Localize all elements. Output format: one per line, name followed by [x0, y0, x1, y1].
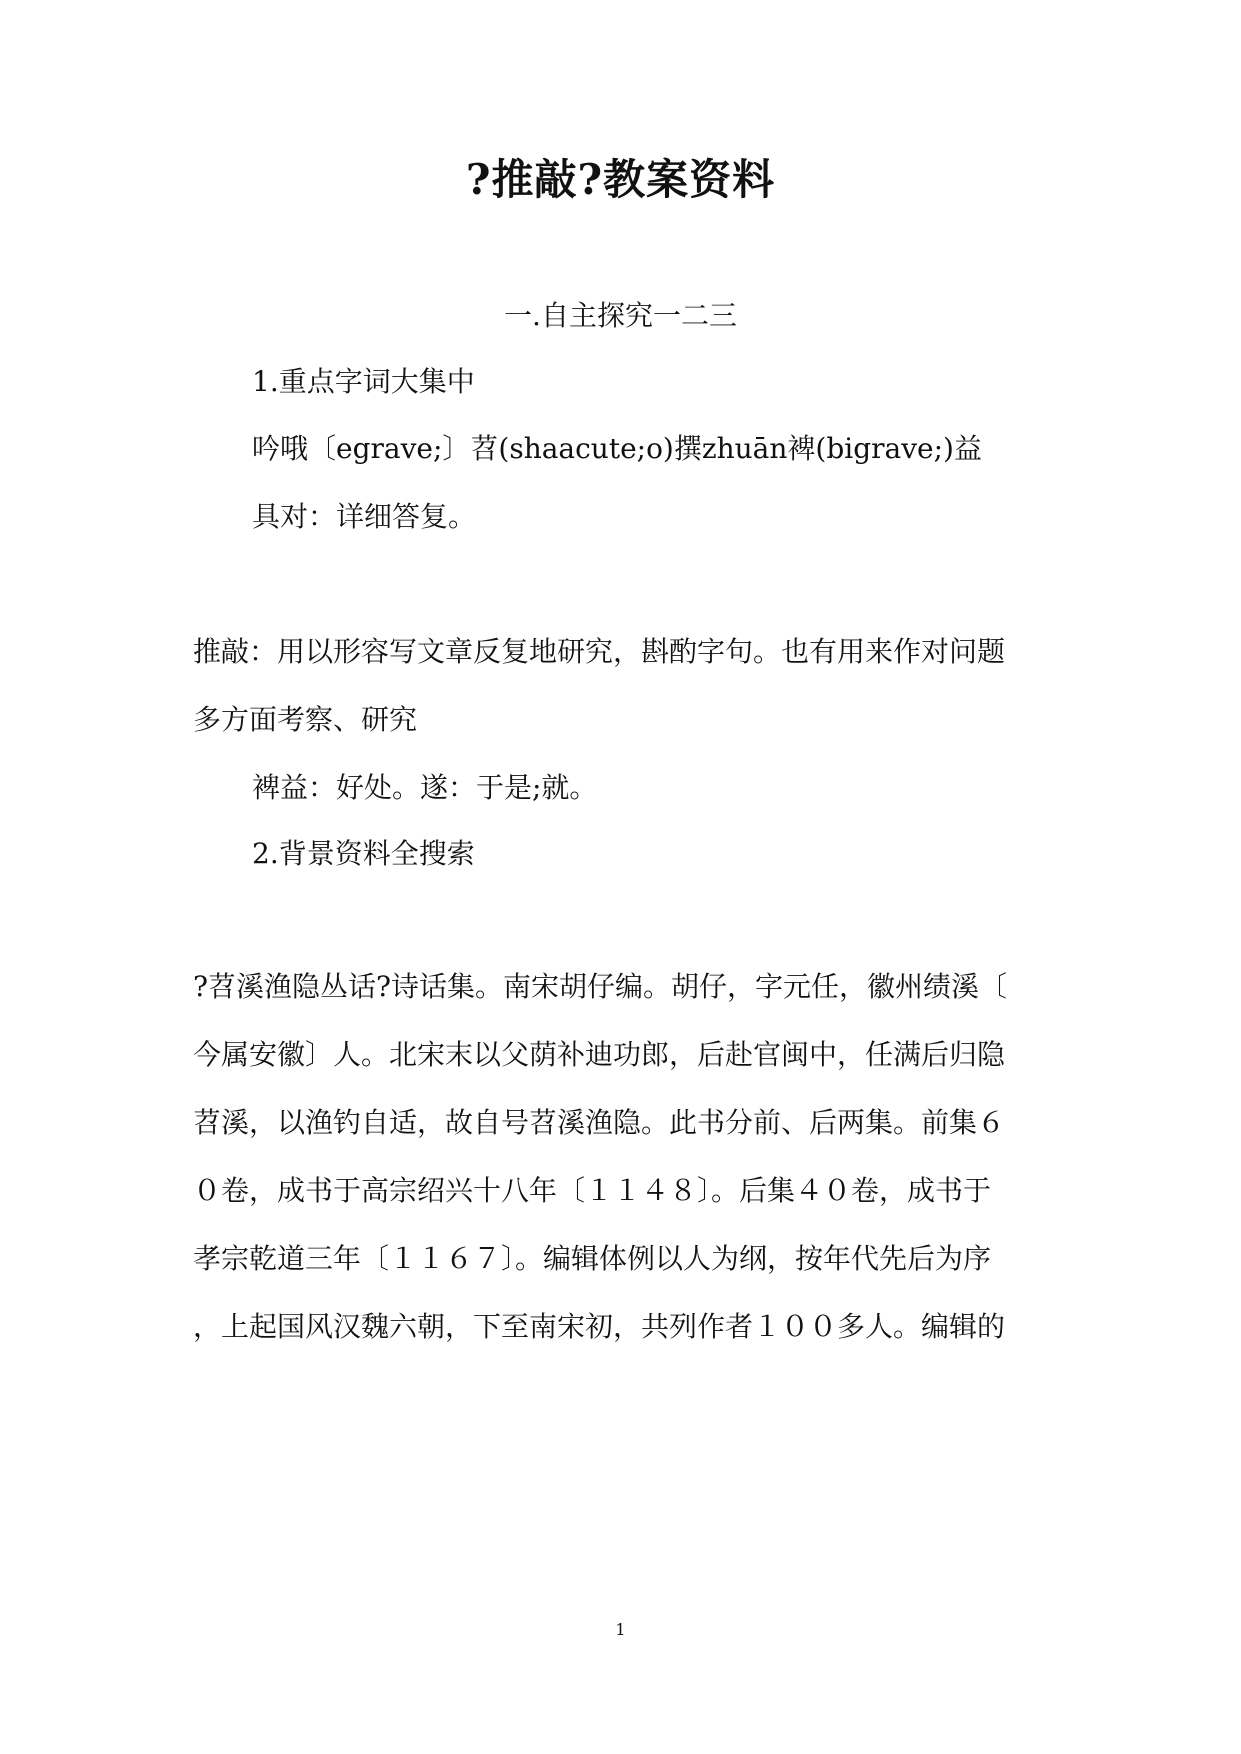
- vocab-definition-tuiqiao-line2: 多方面考察、研究: [193, 703, 418, 736]
- paragraph-line: ０卷，成书于高宗绍兴十八年〔１１４８〕。后集４０卷，成书于: [193, 1174, 992, 1207]
- vocab-definition-tuiqiao-line1: 推敲：用以形容写文章反复地研究，斟酌字句。也有用来作对问题: [193, 635, 1006, 668]
- paragraph-line: 苕溪，以渔钓自适，故自号苕溪渔隐。此书分前、后两集。前集６: [193, 1106, 1006, 1139]
- page-title: ?推敲?教案资料: [465, 155, 776, 204]
- paragraph-line: 孝宗乾道三年〔１１６７〕。编辑体例以人为纲，按年代先后为序: [193, 1242, 992, 1275]
- vocab-definition-biyi: 裨益：好处。遂：于是;就。: [252, 771, 598, 804]
- paragraph-line: ，上起国风汉魏六朝，下至南宋初，共列作者１００多人。编辑的: [193, 1310, 1006, 1343]
- section-heading: 一.自主探究一二三: [504, 299, 737, 332]
- paragraph-line: ?苕溪渔隐丛话?诗话集。南宋胡仔编。胡仔，字元任，徽州绩溪〔: [193, 970, 1008, 1003]
- subheading-background: 2.背景资料全搜索: [252, 837, 475, 870]
- page-number: 1: [615, 1620, 626, 1639]
- paragraph-line: 今属安徽〕人。北宋末以父荫补迪功郎，后赴官闽中，任满后归隐: [193, 1038, 1006, 1071]
- vocab-definition-juduì: 具对：详细答复。: [252, 500, 477, 533]
- vocab-pronunciation-line: 吟哦〔egrave;〕苕(shaacute;o)撰zhuān裨(bigrave;)益: [252, 432, 982, 465]
- subheading-key-words: 1.重点字词大集中: [252, 365, 475, 398]
